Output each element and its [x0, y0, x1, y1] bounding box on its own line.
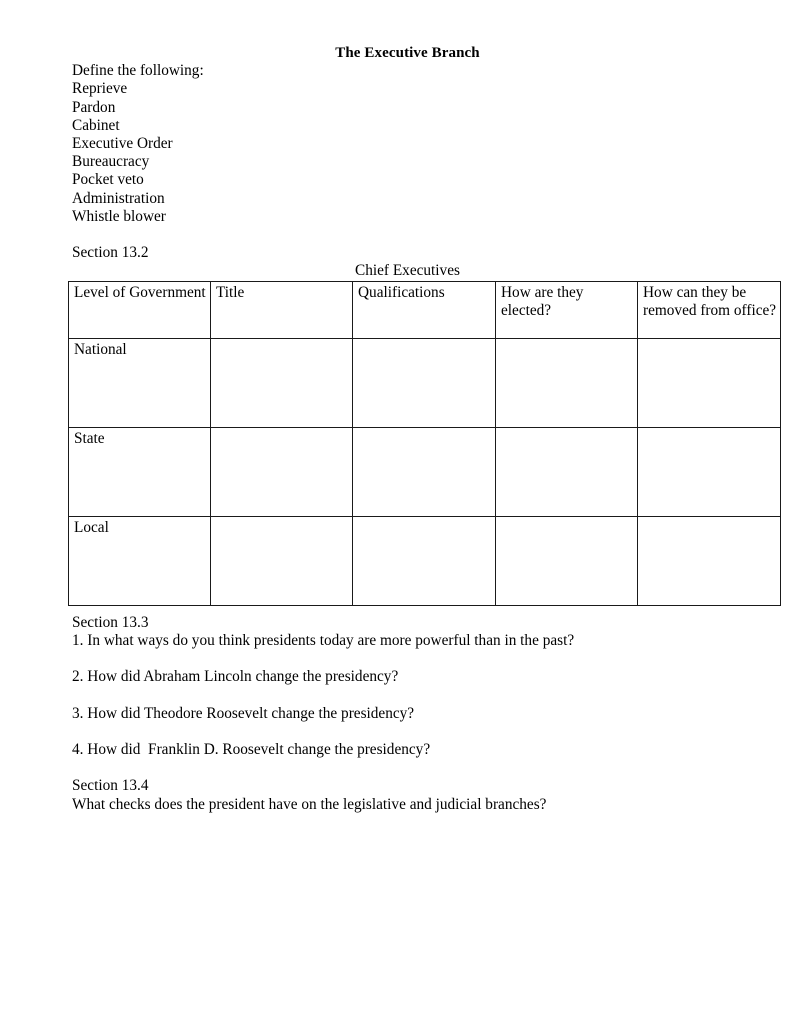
- document-body: [72, 44, 777, 814]
- column-header-qualifications: Qualifications: [353, 281, 496, 338]
- section-heading-13-4: Section 13.4: [72, 777, 149, 795]
- column-header-level-of-government: Level of Government: [69, 281, 211, 338]
- table-row: [69, 338, 781, 427]
- table-header-row: [69, 281, 781, 338]
- cell-level-local: Local: [69, 516, 211, 605]
- cell-removed-state[interactable]: [638, 427, 781, 516]
- cell-elected-local[interactable]: [496, 516, 638, 605]
- column-header-how-elected: How are they elected?: [496, 281, 638, 338]
- spacer: [72, 759, 752, 777]
- vocabulary-term: Cabinet: [72, 116, 120, 134]
- cell-title-state[interactable]: [211, 427, 353, 516]
- question-item: 3. How did Theodore Roosevelt change the presidency?: [72, 704, 415, 722]
- section-13-3-block: [72, 614, 752, 760]
- question-item: 4. How did Franklin D. Roosevelt change the presidency?: [72, 741, 431, 758]
- cell-title-national[interactable]: [211, 338, 353, 427]
- cell-qualifications-national[interactable]: [353, 338, 496, 427]
- spacer: [72, 686, 752, 704]
- vocabulary-term: Pardon: [72, 98, 116, 116]
- table-caption-chief-executives: Chief Executives: [355, 262, 460, 280]
- section-13-4-block: [72, 777, 752, 813]
- table-row: [69, 516, 781, 605]
- chief-executives-table: [68, 281, 781, 606]
- vocabulary-term: Administration: [72, 189, 165, 207]
- vocabulary-term: Bureaucracy: [72, 153, 150, 171]
- cell-title-local[interactable]: [211, 516, 353, 605]
- column-header-how-removed: How can they be removed from office?: [638, 281, 781, 338]
- spacer: [72, 650, 752, 668]
- vocabulary-term: Pocket veto: [72, 171, 144, 189]
- table-row: [69, 427, 781, 516]
- cell-elected-national[interactable]: [496, 338, 638, 427]
- spacer: [72, 226, 752, 244]
- question-item: 1. In what ways do you think presidents today are more powerful than in the past?: [72, 631, 575, 649]
- question-item: What checks does the president have on the legislative and judicial branches?: [72, 795, 547, 813]
- cell-removed-local[interactable]: [638, 516, 781, 605]
- section-heading-13-3: Section 13.3: [72, 613, 149, 631]
- section-heading-13-2: Section 13.2: [72, 244, 149, 262]
- cell-level-national: National: [69, 338, 211, 427]
- cell-qualifications-state[interactable]: [353, 427, 496, 516]
- vocabulary-term: Executive Order: [72, 135, 173, 153]
- column-header-title: Title: [211, 281, 353, 338]
- cell-qualifications-local[interactable]: [353, 516, 496, 605]
- cell-level-state: State: [69, 427, 211, 516]
- page-title: The Executive Branch: [335, 45, 480, 61]
- vocabulary-term: Reprieve: [72, 80, 128, 98]
- vocabulary-prompt: Define the following:: [72, 62, 204, 80]
- spacer: [72, 723, 752, 741]
- cell-removed-national[interactable]: [638, 338, 781, 427]
- vocabulary-term: Whistle blower: [72, 207, 166, 225]
- cell-elected-state[interactable]: [496, 427, 638, 516]
- question-item: 2. How did Abraham Lincoln change the presidency?: [72, 668, 399, 686]
